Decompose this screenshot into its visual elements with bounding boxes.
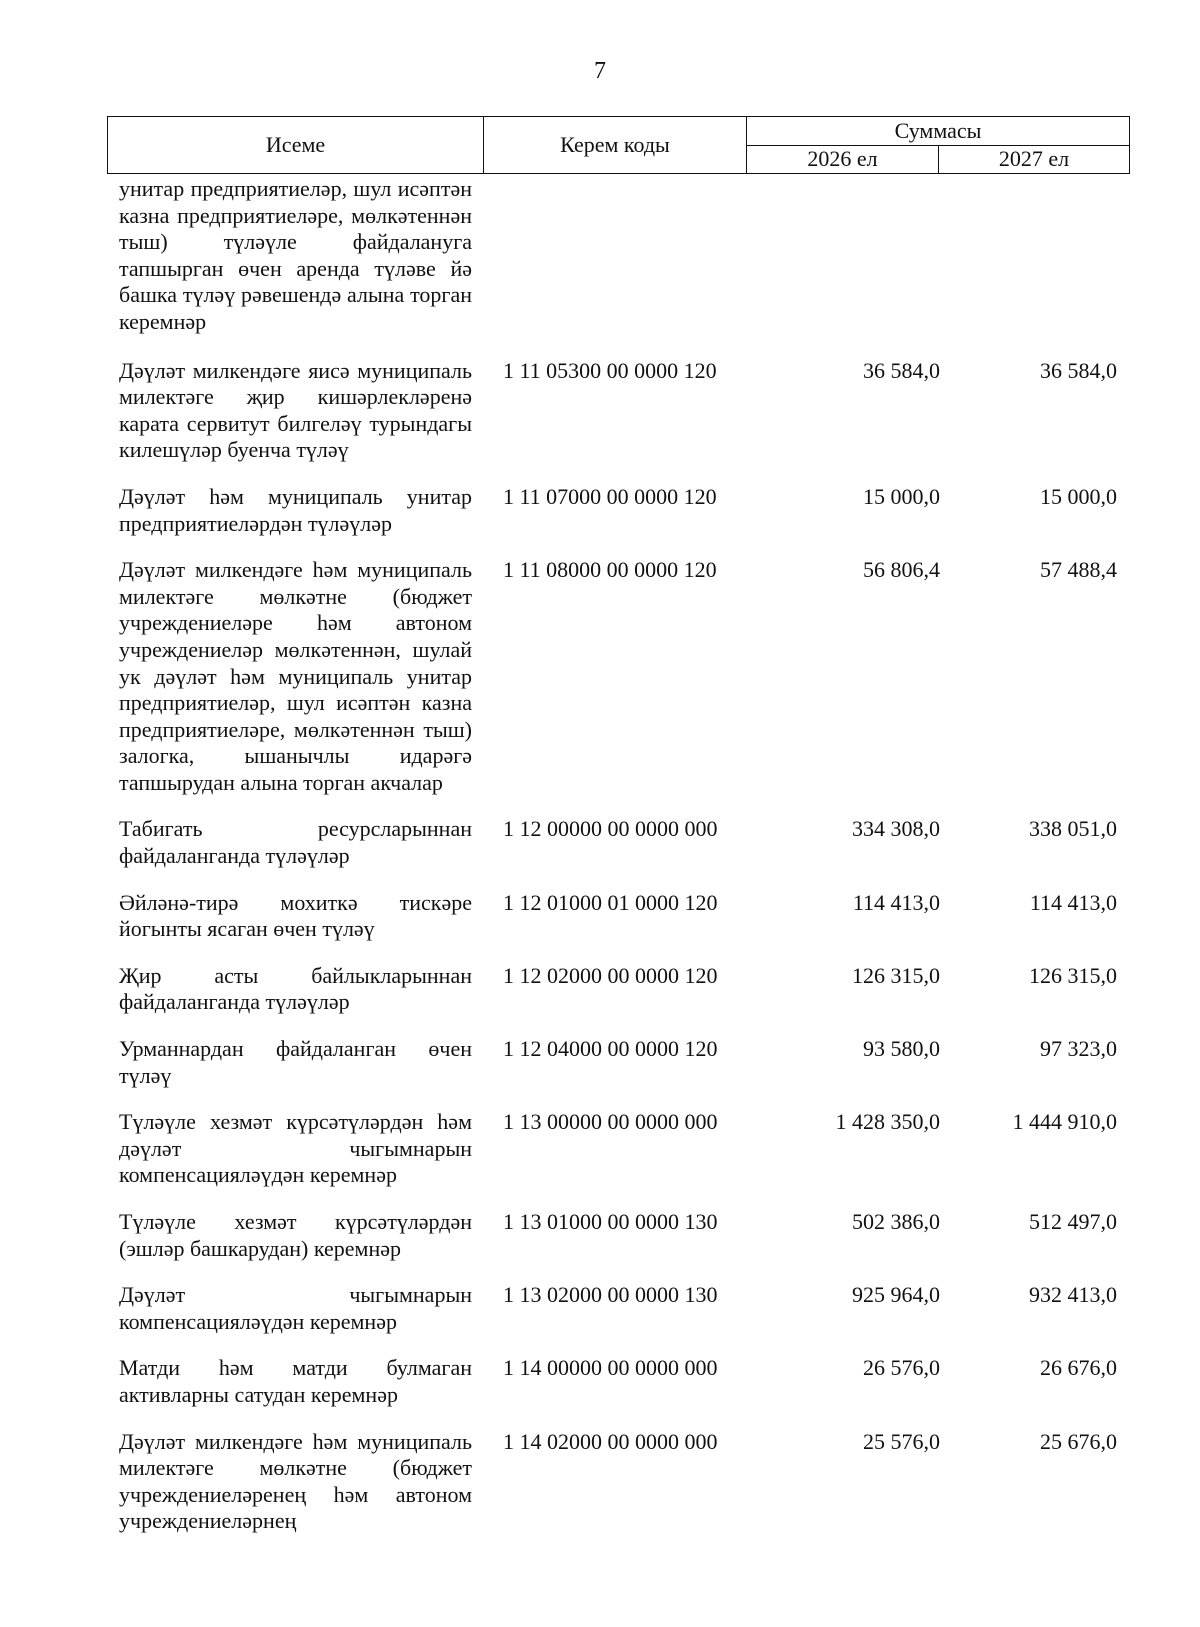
table-row bbox=[107, 1109, 1129, 1189]
row-code: 1 12 04000 00 0000 120 bbox=[503, 1036, 718, 1062]
row-value-2026: 126 315,0 bbox=[852, 962, 940, 988]
row-code: 1 11 05300 00 0000 120 bbox=[503, 357, 717, 383]
table-row bbox=[107, 1036, 1129, 1089]
table-row bbox=[107, 1282, 1129, 1335]
table-row bbox=[107, 557, 1129, 796]
row-code: 1 12 02000 00 0000 120 bbox=[503, 962, 718, 988]
row-value-2027: 1 444 910,0 bbox=[1012, 1109, 1117, 1135]
row-code: 1 14 00000 00 0000 000 bbox=[503, 1355, 718, 1381]
row-value-2026: 1 428 350,0 bbox=[835, 1109, 940, 1135]
table-row bbox=[107, 1209, 1129, 1262]
table-row bbox=[107, 890, 1129, 943]
row-value-2026: 26 576,0 bbox=[863, 1355, 940, 1381]
page-number: 7 bbox=[594, 58, 606, 84]
column-header-amount: Суммасы bbox=[747, 117, 1130, 146]
table-header bbox=[107, 116, 1130, 174]
row-value-2027: 97 323,0 bbox=[1040, 1036, 1117, 1062]
row-name: Дәүләт милкендәге һәм муниципаль милектәге мөлкәтне (бюджет учреждениеләре һәм автоном учреждениеләр мөлкәтеннән, шулай ук дәүләт һәм муниципаль унитар предприятиеләр, шул исәптән казна предприятиеләре, мөлкәтеннән тыш) залогка, ышанычлы идарәгә тапшырудан алына торган акчалар bbox=[119, 557, 472, 795]
row-value-2027: 932 413,0 bbox=[1029, 1282, 1117, 1308]
row-code: 1 13 02000 00 0000 130 bbox=[503, 1282, 718, 1308]
row-code: 1 12 00000 00 0000 000 bbox=[503, 816, 718, 842]
table-row bbox=[107, 816, 1129, 869]
row-value-2027: 15 000,0 bbox=[1040, 483, 1117, 509]
table-row bbox=[107, 1355, 1129, 1408]
row-name: Җир асты байлыкларыннан файдаланганда түләүләр bbox=[119, 962, 472, 1015]
column-header-code: Керем коды bbox=[484, 117, 747, 174]
row-name: Түләүле хезмәт күрсәтүләрдән (эшләр башкарудан) керемнәр bbox=[119, 1209, 472, 1261]
row-value-2026: 15 000,0 bbox=[863, 483, 940, 509]
row-code: 1 13 01000 00 0000 130 bbox=[503, 1209, 718, 1234]
row-value-2027: 114 413,0 bbox=[1029, 889, 1117, 915]
row-value-2026: 25 576,0 bbox=[863, 1428, 940, 1454]
row-value-2027: 57 488,4 bbox=[1040, 557, 1117, 583]
row-name: Дәүләт чыгымнарын компенсацияләүдән керемнәр bbox=[119, 1282, 472, 1334]
row-value-2026: 925 964,0 bbox=[852, 1282, 940, 1308]
row-code: 1 11 08000 00 0000 120 bbox=[503, 557, 717, 583]
row-code: 1 12 01000 01 0000 120 bbox=[503, 889, 718, 915]
row-name: Түләүле хезмәт күрсәтүләрдән һәм дәүләт чыгымнарын компенсацияләүдән керемнәр bbox=[119, 1109, 472, 1188]
table-row bbox=[107, 484, 1129, 537]
row-code: 1 13 00000 00 0000 000 bbox=[503, 1109, 718, 1135]
row-value-2026: 114 413,0 bbox=[852, 889, 940, 915]
row-code: 1 11 07000 00 0000 120 bbox=[503, 483, 717, 509]
row-value-2026: 36 584,0 bbox=[863, 357, 940, 383]
row-name: унитар предприятиеләр, шул исәптән казна предприятиеләре, мөлкәтеннән тыш) түләүле файдалануга тапшырган өчен аренда түләве йә башка түләү рәвешендә алына торган керемнәр bbox=[119, 176, 472, 334]
row-value-2026: 502 386,0 bbox=[852, 1209, 940, 1234]
column-header-name: Исеме bbox=[108, 117, 484, 174]
row-value-2027: 126 315,0 bbox=[1029, 962, 1117, 988]
row-name: Дәүләт милкендәге һәм муниципаль милектәге мөлкәтне (бюджет учреждениеләренең һәм автоном учреждениеләрнең bbox=[119, 1428, 472, 1534]
row-value-2026: 56 806,4 bbox=[863, 557, 940, 583]
row-value-2027: 512 497,0 bbox=[1029, 1209, 1117, 1234]
row-name: Матди һәм матди булмаган активларны сатудан керемнәр bbox=[119, 1355, 472, 1407]
row-code: 1 14 02000 00 0000 000 bbox=[503, 1428, 718, 1454]
table-row bbox=[107, 1429, 1129, 1535]
row-value-2027: 26 676,0 bbox=[1040, 1355, 1117, 1381]
table-row bbox=[107, 963, 1129, 1016]
table-row bbox=[107, 176, 1129, 336]
row-name: Дәүләт һәм муниципаль унитар предприятиеләрдән түләүләр bbox=[119, 483, 472, 536]
row-name: Әйләнә-тирә мохиткә тискәре йогынты ясаган өчен түләү bbox=[119, 889, 472, 942]
row-name: Урманнардан файдаланган өчен түләү bbox=[119, 1036, 472, 1088]
row-name: Табигать ресурсларыннан файдаланганда түләүләр bbox=[119, 816, 472, 869]
row-name: Дәүләт милкендәге яисә муниципаль милектәге җир кишәрлекләренә карата сервитут билгеләү турындагы килешүләр буенча түләү bbox=[119, 357, 472, 463]
row-value-2027: 25 676,0 bbox=[1040, 1428, 1117, 1454]
column-header-2027: 2027 ел bbox=[939, 145, 1130, 174]
table-body bbox=[107, 176, 1129, 1555]
table-row bbox=[107, 358, 1129, 464]
column-header-2026: 2026 ел bbox=[747, 145, 939, 174]
row-value-2027: 338 051,0 bbox=[1029, 816, 1117, 842]
row-value-2026: 93 580,0 bbox=[863, 1036, 940, 1062]
row-value-2026: 334 308,0 bbox=[852, 816, 940, 842]
row-value-2027: 36 584,0 bbox=[1040, 357, 1117, 383]
